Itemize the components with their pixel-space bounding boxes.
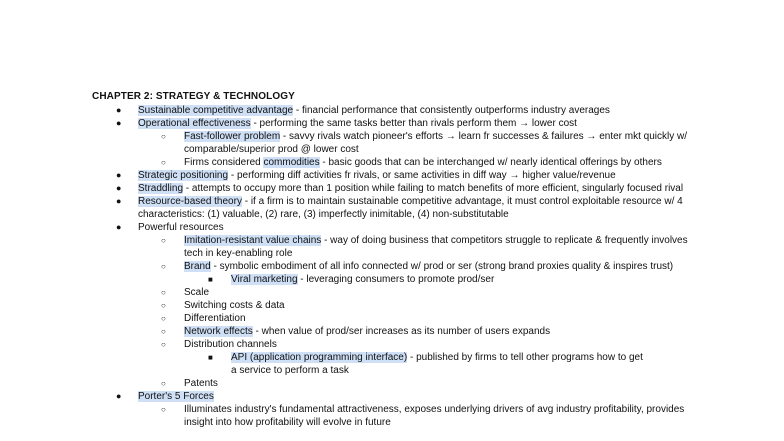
- outline-item-level1: [0, 117, 690, 130]
- highlighted-term: Fast-follower problem: [184, 131, 281, 142]
- outline-item-level2: [0, 156, 694, 169]
- item-text: Differentiation: [184, 313, 246, 324]
- outline-item-level2: [0, 403, 694, 429]
- item-definition: - basic goods that can be interchanged w/ nearly identical offerings by others: [319, 157, 662, 168]
- outline-item-level1: [0, 182, 690, 195]
- highlighted-term: Porter's 5 Forces: [138, 391, 214, 402]
- outline-item-level2: [0, 260, 694, 273]
- item-text: Illuminates industry's fundamental attractiveness, exposes underlying drivers of avg industry profitability, provides insight into how profitability will evolve in future: [184, 404, 685, 428]
- item-text: Distribution channels: [184, 339, 277, 350]
- bullet-icon: ■: [208, 275, 213, 284]
- highlighted-term: Straddling: [138, 183, 184, 194]
- outline-item-level2: [0, 325, 694, 338]
- outline-item-level3: [0, 273, 646, 286]
- outline-item-level3: [0, 351, 646, 377]
- bullet-icon: ●: [116, 222, 122, 232]
- outline-item-level1: [0, 390, 690, 403]
- bullet-icon: ○: [161, 301, 166, 310]
- bullet-icon: ●: [116, 196, 122, 206]
- bullet-icon: ○: [161, 379, 166, 388]
- highlighted-term: Operational effectiveness: [138, 118, 251, 129]
- outline-item-level2: [0, 130, 694, 156]
- item-definition: - published by firms to tell other programs how to get a service to perform a task: [231, 352, 643, 376]
- item-definition: - leveraging consumers to promote prod/ser: [297, 274, 495, 285]
- outline-item-level2: [0, 377, 694, 390]
- bullet-icon: ○: [161, 132, 166, 141]
- bullet-icon: ○: [161, 327, 166, 336]
- item-text: Firms considered: [184, 157, 264, 168]
- bullet-icon: ●: [116, 118, 122, 128]
- highlighted-term: commodities: [263, 157, 320, 168]
- item-text: Patents: [184, 378, 218, 389]
- item-definition: - performing the same tasks better than rivals perform them → lower cost: [250, 118, 577, 129]
- highlighted-term: Imitation-resistant value chains: [184, 235, 322, 246]
- highlighted-term: Viral marketing: [231, 274, 298, 285]
- highlighted-term: Network effects: [184, 326, 253, 337]
- item-definition: - savvy rivals watch pioneer's efforts → learn fr successes & failures → enter mkt quickly w/ comparable/superior prod @ lower cost: [184, 131, 688, 155]
- bullet-icon: ●: [116, 170, 122, 180]
- outline-notes: [0, 104, 784, 429]
- outline-item-level2: [0, 299, 694, 312]
- bullet-icon: ○: [161, 262, 166, 271]
- item-text: Switching costs & data: [184, 300, 285, 311]
- item-definition: - financial performance that consistently outperforms industry averages: [293, 105, 610, 116]
- item-definition: - attempts to occupy more than 1 position while failing to match benefits of more efficient, singularly focused rival: [183, 183, 684, 194]
- item-definition: - symbolic embodiment of all info connected w/ prod or ser (strong brand proxies quality & inspires trust): [210, 261, 674, 272]
- item-definition: - way of doing business that competitors struggle to replicate & frequently involves tech in key-enabling role: [184, 235, 688, 259]
- bullet-icon: ○: [161, 340, 166, 349]
- highlighted-term: API (application programming interface): [231, 352, 408, 363]
- outline-item-level2: [0, 234, 694, 260]
- bullet-icon: ○: [161, 236, 166, 245]
- outline-item-level1: [0, 104, 690, 117]
- highlighted-term: Sustainable competitive advantage: [138, 105, 294, 116]
- item-text: Powerful resources: [138, 222, 224, 233]
- bullet-icon: ○: [161, 158, 166, 167]
- outline-item-level1: [0, 195, 690, 221]
- bullet-icon: ■: [208, 353, 213, 362]
- outline-item-level2: [0, 338, 694, 351]
- bullet-icon: ●: [116, 391, 122, 401]
- bullet-icon: ○: [161, 314, 166, 323]
- outline-item-level1: [0, 169, 690, 182]
- chapter-heading: CHAPTER 2: STRATEGY & TECHNOLOGY: [92, 91, 295, 102]
- highlighted-term: Brand: [184, 261, 211, 272]
- bullet-icon: ○: [161, 288, 166, 297]
- bullet-icon: ●: [116, 105, 122, 115]
- item-definition: - performing diff activities fr rivals, or same activities in diff way → higher value/revenue: [228, 170, 616, 181]
- item-definition: - if a firm is to maintain sustainable competitive advantage, it must control exploitable resource w/ 4 characteristics: (1) valuable, (2) rare, (3) imperfectly inimitable, (4) non-substitutable: [138, 196, 683, 220]
- outline-item-level1: [0, 221, 690, 234]
- highlighted-term: Resource-based theory: [138, 196, 242, 207]
- item-definition: - when value of prod/ser increases as its number of users expands: [252, 326, 551, 337]
- bullet-icon: ○: [161, 405, 166, 414]
- bullet-icon: ●: [116, 183, 122, 193]
- highlighted-term: Strategic positioning: [138, 170, 229, 181]
- item-text: Scale: [184, 287, 210, 298]
- outline-item-level2: [0, 286, 694, 299]
- outline-item-level2: [0, 312, 694, 325]
